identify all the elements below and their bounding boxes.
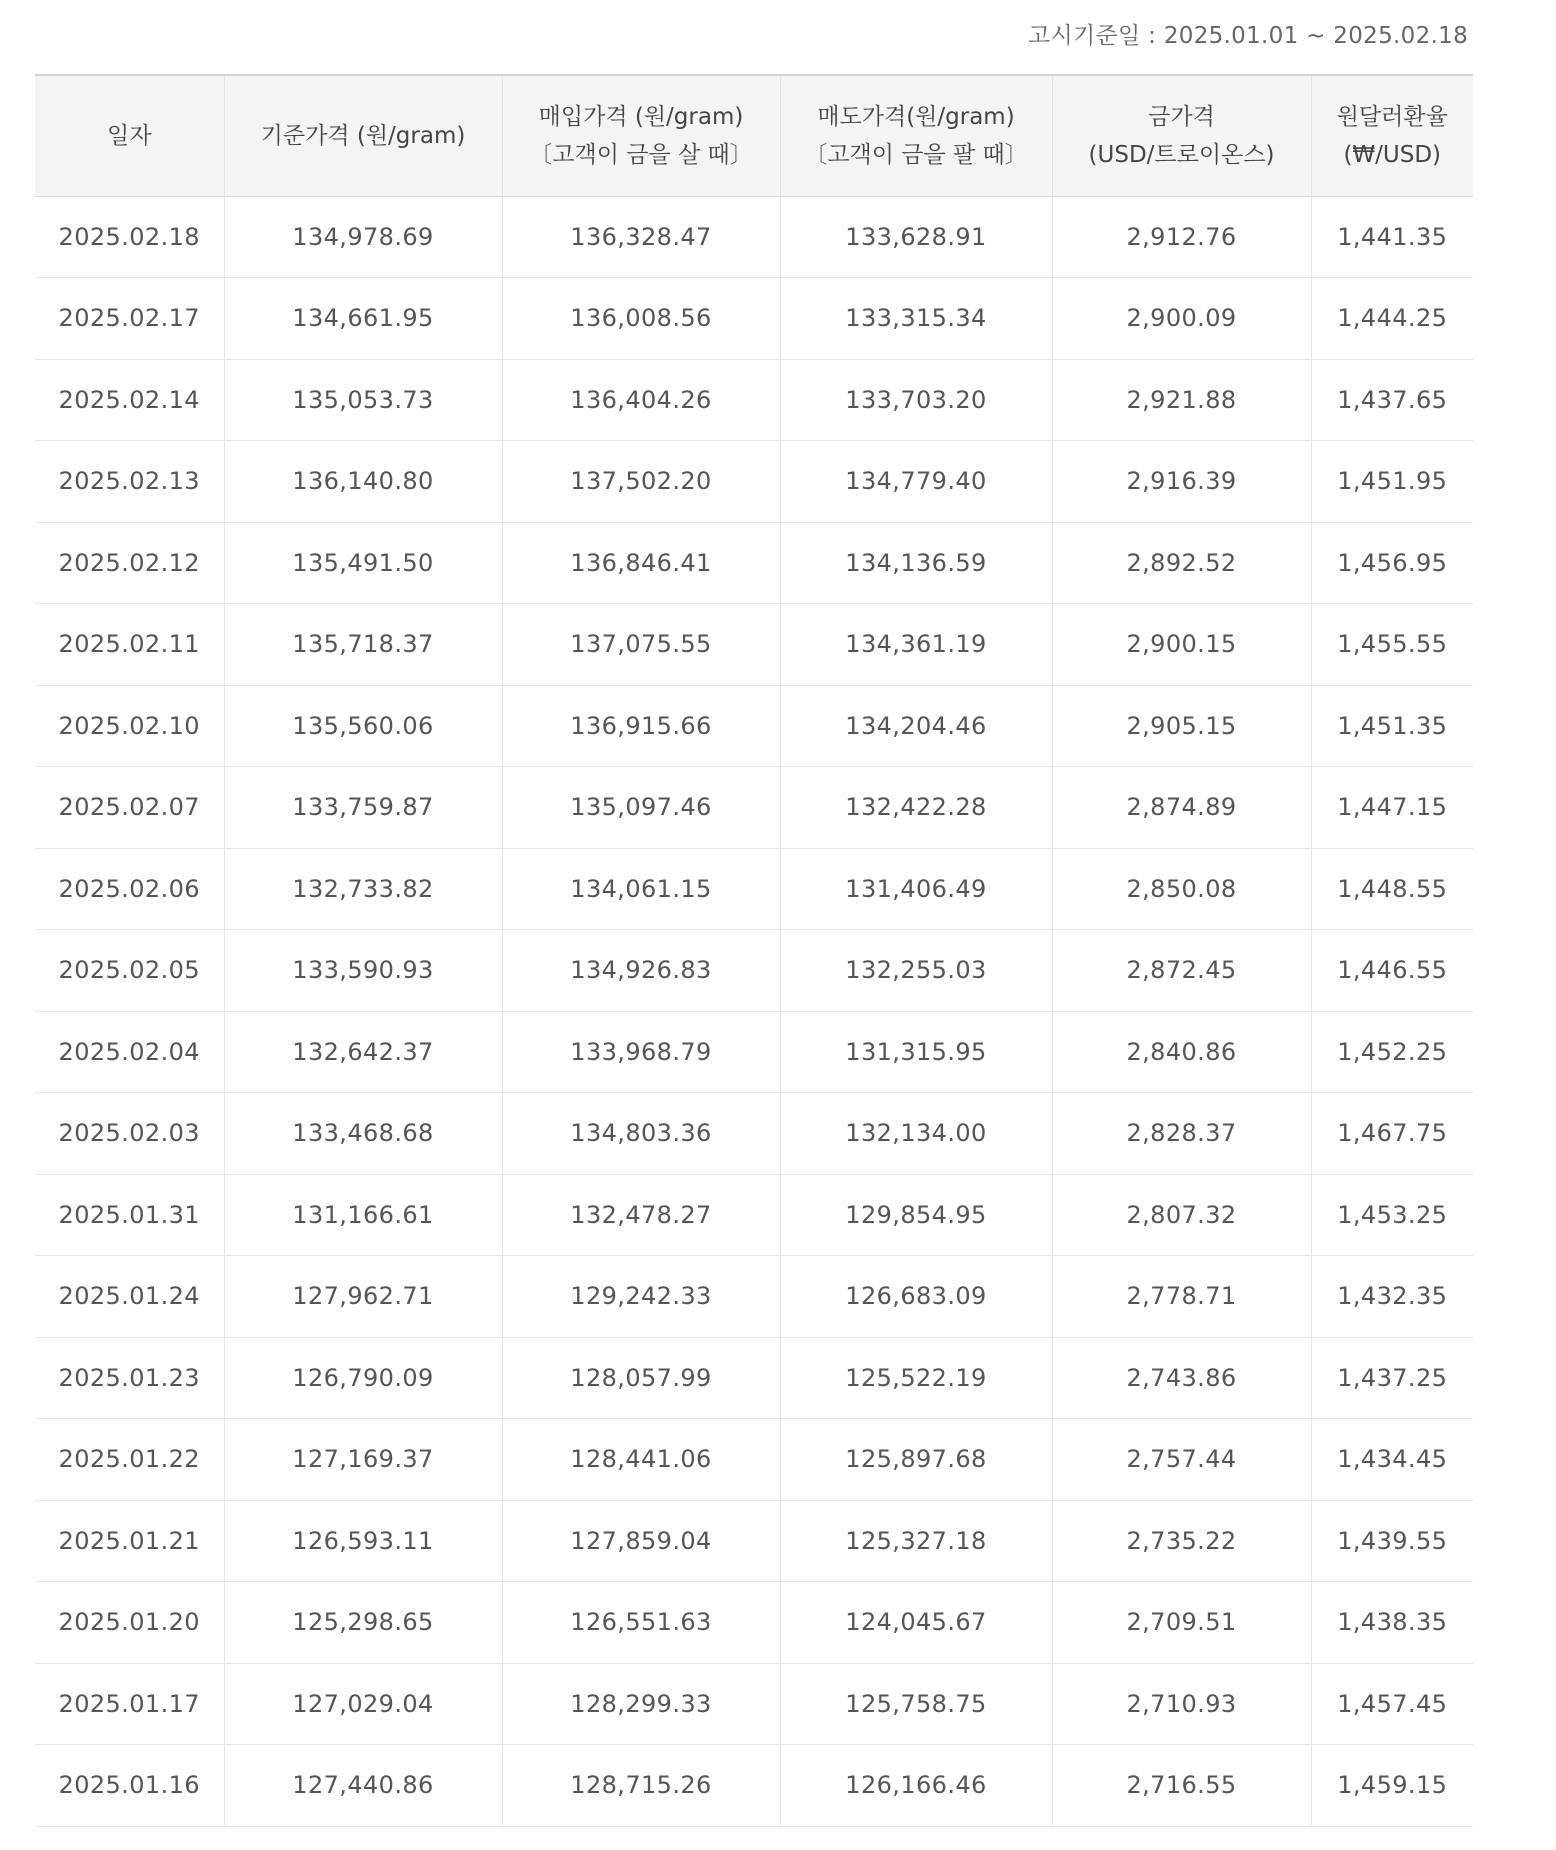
table-row — [35, 767, 1473, 849]
col-exchange-rate-cell: 1,434.45 — [1311, 1419, 1473, 1501]
col-date-cell: 2025.02.03 — [35, 1093, 224, 1175]
col-base-price-cell: 133,590.93 — [224, 930, 502, 1012]
col-exchange-rate-cell: 1,438.35 — [1311, 1582, 1473, 1664]
col-base-price-cell: 133,759.87 — [224, 767, 502, 849]
col-sell-price-cell: 129,854.95 — [780, 1174, 1052, 1256]
col-gold-price-usd-cell: 2,709.51 — [1052, 1582, 1311, 1664]
col-date-cell: 2025.02.17 — [35, 278, 224, 360]
col-gold-price-usd-cell: 2,735.22 — [1052, 1500, 1311, 1582]
col-sell-price-cell: 133,315.34 — [780, 278, 1052, 360]
col-exchange-rate-cell: 1,451.95 — [1311, 441, 1473, 523]
col-exchange-rate-cell: 1,452.25 — [1311, 1011, 1473, 1093]
table-header — [35, 75, 1473, 196]
notice-period: 고시기준일 : 2025.01.01 ~ 2025.02.18 — [1027, 23, 1468, 49]
col-gold-price-usd-cell: 2,850.08 — [1052, 848, 1311, 930]
col-buy-price-cell: 132,478.27 — [502, 1174, 780, 1256]
col-base-price-cell: 135,718.37 — [224, 604, 502, 686]
col-exchange-rate-cell: 1,432.35 — [1311, 1256, 1473, 1338]
col-exchange-rate-cell: 1,437.65 — [1311, 359, 1473, 441]
col-gold-price-usd-cell: 2,900.09 — [1052, 278, 1311, 360]
col-buy-price-cell: 128,057.99 — [502, 1337, 780, 1419]
col-buy-price-cell: 127,859.04 — [502, 1500, 780, 1582]
col-date-cell: 2025.01.23 — [35, 1337, 224, 1419]
col-sell-price-cell: 131,315.95 — [780, 1011, 1052, 1093]
table-row — [35, 604, 1473, 686]
table-row — [35, 685, 1473, 767]
col-date-cell: 2025.02.04 — [35, 1011, 224, 1093]
col-date-cell: 2025.02.10 — [35, 685, 224, 767]
col-buy-price-cell: 136,846.41 — [502, 522, 780, 604]
col-gold-price-usd-cell: 2,905.15 — [1052, 685, 1311, 767]
col-sell-price-cell: 133,628.91 — [780, 196, 1052, 278]
col-base-price-cell: 132,733.82 — [224, 848, 502, 930]
col-sell-price-header-line: 〔고객이 금을 팔 때〕 — [804, 141, 1028, 168]
col-base-price-cell: 126,790.09 — [224, 1337, 502, 1419]
col-sell-price-cell: 134,204.46 — [780, 685, 1052, 767]
col-gold-price-usd-header — [1052, 75, 1311, 196]
col-buy-price-cell: 136,404.26 — [502, 359, 780, 441]
table-row — [35, 278, 1473, 360]
col-base-price-cell: 127,169.37 — [224, 1419, 502, 1501]
col-sell-price-cell: 124,045.67 — [780, 1582, 1052, 1664]
col-buy-price-cell: 135,097.46 — [502, 767, 780, 849]
col-date-cell: 2025.02.12 — [35, 522, 224, 604]
col-buy-price-cell: 136,008.56 — [502, 278, 780, 360]
col-gold-price-usd-cell: 2,921.88 — [1052, 359, 1311, 441]
col-date-cell: 2025.02.13 — [35, 441, 224, 523]
col-date-cell: 2025.01.22 — [35, 1419, 224, 1501]
col-date-cell: 2025.01.21 — [35, 1500, 224, 1582]
col-buy-price-cell: 136,915.66 — [502, 685, 780, 767]
table-row — [35, 441, 1473, 523]
col-buy-price-header-line: 매입가격 (원/gram) — [538, 103, 744, 130]
col-base-price-cell: 134,978.69 — [224, 196, 502, 278]
table-row — [35, 1256, 1473, 1338]
col-date-cell: 2025.02.05 — [35, 930, 224, 1012]
col-date-cell: 2025.02.06 — [35, 848, 224, 930]
col-base-price-cell: 126,593.11 — [224, 1500, 502, 1582]
col-sell-price-cell: 125,758.75 — [780, 1663, 1052, 1745]
col-sell-price-header — [780, 75, 1052, 196]
col-date-cell: 2025.01.20 — [35, 1582, 224, 1664]
col-date-header-line: 일자 — [107, 122, 152, 149]
col-base-price-cell: 125,298.65 — [224, 1582, 502, 1664]
col-gold-price-usd-cell: 2,916.39 — [1052, 441, 1311, 523]
col-exchange-rate-header-line: 원달러환율 — [1336, 103, 1448, 130]
col-base-price-cell: 127,440.86 — [224, 1745, 502, 1827]
table-row — [35, 848, 1473, 930]
col-gold-price-usd-cell: 2,710.93 — [1052, 1663, 1311, 1745]
table-row — [35, 1582, 1473, 1664]
col-base-price-header — [224, 75, 502, 196]
col-date-cell: 2025.01.24 — [35, 1256, 224, 1338]
col-date-header — [35, 75, 224, 196]
col-exchange-rate-cell: 1,456.95 — [1311, 522, 1473, 604]
col-date-cell: 2025.02.07 — [35, 767, 224, 849]
table-body — [35, 196, 1473, 1826]
table-row — [35, 1500, 1473, 1582]
col-date-cell: 2025.02.18 — [35, 196, 224, 278]
col-date-cell: 2025.01.31 — [35, 1174, 224, 1256]
col-sell-price-cell: 125,522.19 — [780, 1337, 1052, 1419]
col-buy-price-cell: 128,299.33 — [502, 1663, 780, 1745]
table-row — [35, 196, 1473, 278]
table-row — [35, 522, 1473, 604]
col-date-cell: 2025.02.11 — [35, 604, 224, 686]
col-sell-price-cell: 134,136.59 — [780, 522, 1052, 604]
col-sell-price-cell: 126,166.46 — [780, 1745, 1052, 1827]
col-base-price-cell: 134,661.95 — [224, 278, 502, 360]
col-gold-price-usd-cell: 2,840.86 — [1052, 1011, 1311, 1093]
col-gold-price-usd-cell: 2,892.52 — [1052, 522, 1311, 604]
col-exchange-rate-header — [1311, 75, 1473, 196]
col-sell-price-cell: 126,683.09 — [780, 1256, 1052, 1338]
col-gold-price-usd-cell: 2,778.71 — [1052, 1256, 1311, 1338]
table-row — [35, 1011, 1473, 1093]
col-base-price-cell: 135,491.50 — [224, 522, 502, 604]
col-exchange-rate-cell: 1,451.35 — [1311, 685, 1473, 767]
col-buy-price-cell: 129,242.33 — [502, 1256, 780, 1338]
table-row — [35, 1745, 1473, 1827]
col-date-cell: 2025.01.17 — [35, 1663, 224, 1745]
col-sell-price-cell: 132,255.03 — [780, 930, 1052, 1012]
col-sell-price-cell: 132,422.28 — [780, 767, 1052, 849]
col-date-cell: 2025.01.16 — [35, 1745, 224, 1827]
col-exchange-rate-cell: 1,439.55 — [1311, 1500, 1473, 1582]
col-buy-price-cell: 137,075.55 — [502, 604, 780, 686]
col-exchange-rate-cell: 1,446.55 — [1311, 930, 1473, 1012]
col-buy-price-header-line: 〔고객이 금을 살 때〕 — [529, 141, 753, 168]
table-row — [35, 1093, 1473, 1175]
col-buy-price-cell: 137,502.20 — [502, 441, 780, 523]
col-gold-price-usd-cell: 2,874.89 — [1052, 767, 1311, 849]
col-date-cell: 2025.02.14 — [35, 359, 224, 441]
table-row — [35, 1174, 1473, 1256]
col-exchange-rate-cell: 1,459.15 — [1311, 1745, 1473, 1827]
col-exchange-rate-cell: 1,455.55 — [1311, 604, 1473, 686]
col-gold-price-usd-cell: 2,872.45 — [1052, 930, 1311, 1012]
col-base-price-cell: 131,166.61 — [224, 1174, 502, 1256]
col-base-price-cell: 127,962.71 — [224, 1256, 502, 1338]
col-base-price-cell: 135,053.73 — [224, 359, 502, 441]
col-exchange-rate-cell: 1,444.25 — [1311, 278, 1473, 360]
col-gold-price-usd-header-line: 금가격 — [1148, 103, 1215, 130]
col-gold-price-usd-cell: 2,900.15 — [1052, 604, 1311, 686]
table-row — [35, 1663, 1473, 1745]
col-sell-price-cell: 125,897.68 — [780, 1419, 1052, 1501]
table-row — [35, 1337, 1473, 1419]
col-sell-price-header-line: 매도가격(원/gram) — [817, 103, 1015, 130]
col-gold-price-usd-cell: 2,716.55 — [1052, 1745, 1311, 1827]
col-buy-price-cell: 136,328.47 — [502, 196, 780, 278]
col-gold-price-usd-cell: 2,757.44 — [1052, 1419, 1311, 1501]
col-exchange-rate-cell: 1,441.35 — [1311, 196, 1473, 278]
col-exchange-rate-header-line: (₩/USD) — [1343, 141, 1442, 168]
col-sell-price-cell: 131,406.49 — [780, 848, 1052, 930]
col-exchange-rate-cell: 1,448.55 — [1311, 848, 1473, 930]
col-exchange-rate-cell: 1,457.45 — [1311, 1663, 1473, 1745]
col-base-price-cell: 136,140.80 — [224, 441, 502, 523]
col-exchange-rate-cell: 1,437.25 — [1311, 1337, 1473, 1419]
col-buy-price-cell: 134,803.36 — [502, 1093, 780, 1175]
col-sell-price-cell: 125,327.18 — [780, 1500, 1052, 1582]
col-base-price-cell: 127,029.04 — [224, 1663, 502, 1745]
table-row — [35, 930, 1473, 1012]
table-row — [35, 359, 1473, 441]
col-base-price-cell: 133,468.68 — [224, 1093, 502, 1175]
col-sell-price-cell: 134,779.40 — [780, 441, 1052, 523]
col-sell-price-cell: 133,703.20 — [780, 359, 1052, 441]
col-gold-price-usd-cell: 2,743.86 — [1052, 1337, 1311, 1419]
col-gold-price-usd-cell: 2,807.32 — [1052, 1174, 1311, 1256]
col-base-price-header-line: 기준가격 (원/gram) — [260, 122, 466, 149]
table-row — [35, 1419, 1473, 1501]
col-gold-price-usd-header-line: (USD/트로이온스) — [1088, 141, 1275, 168]
gold-price-table — [35, 74, 1473, 1827]
col-buy-price-cell: 134,926.83 — [502, 930, 780, 1012]
col-buy-price-cell: 133,968.79 — [502, 1011, 780, 1093]
col-gold-price-usd-cell: 2,828.37 — [1052, 1093, 1311, 1175]
col-exchange-rate-cell: 1,447.15 — [1311, 767, 1473, 849]
gold-price-table-container — [35, 74, 1473, 1827]
col-exchange-rate-cell: 1,453.25 — [1311, 1174, 1473, 1256]
col-gold-price-usd-cell: 2,912.76 — [1052, 196, 1311, 278]
col-base-price-cell: 132,642.37 — [224, 1011, 502, 1093]
col-exchange-rate-cell: 1,467.75 — [1311, 1093, 1473, 1175]
col-base-price-cell: 135,560.06 — [224, 685, 502, 767]
col-buy-price-cell: 134,061.15 — [502, 848, 780, 930]
col-sell-price-cell: 134,361.19 — [780, 604, 1052, 686]
col-buy-price-cell: 126,551.63 — [502, 1582, 780, 1664]
col-buy-price-header — [502, 75, 780, 196]
header-row — [35, 75, 1473, 196]
col-sell-price-cell: 132,134.00 — [780, 1093, 1052, 1175]
col-buy-price-cell: 128,715.26 — [502, 1745, 780, 1827]
col-buy-price-cell: 128,441.06 — [502, 1419, 780, 1501]
